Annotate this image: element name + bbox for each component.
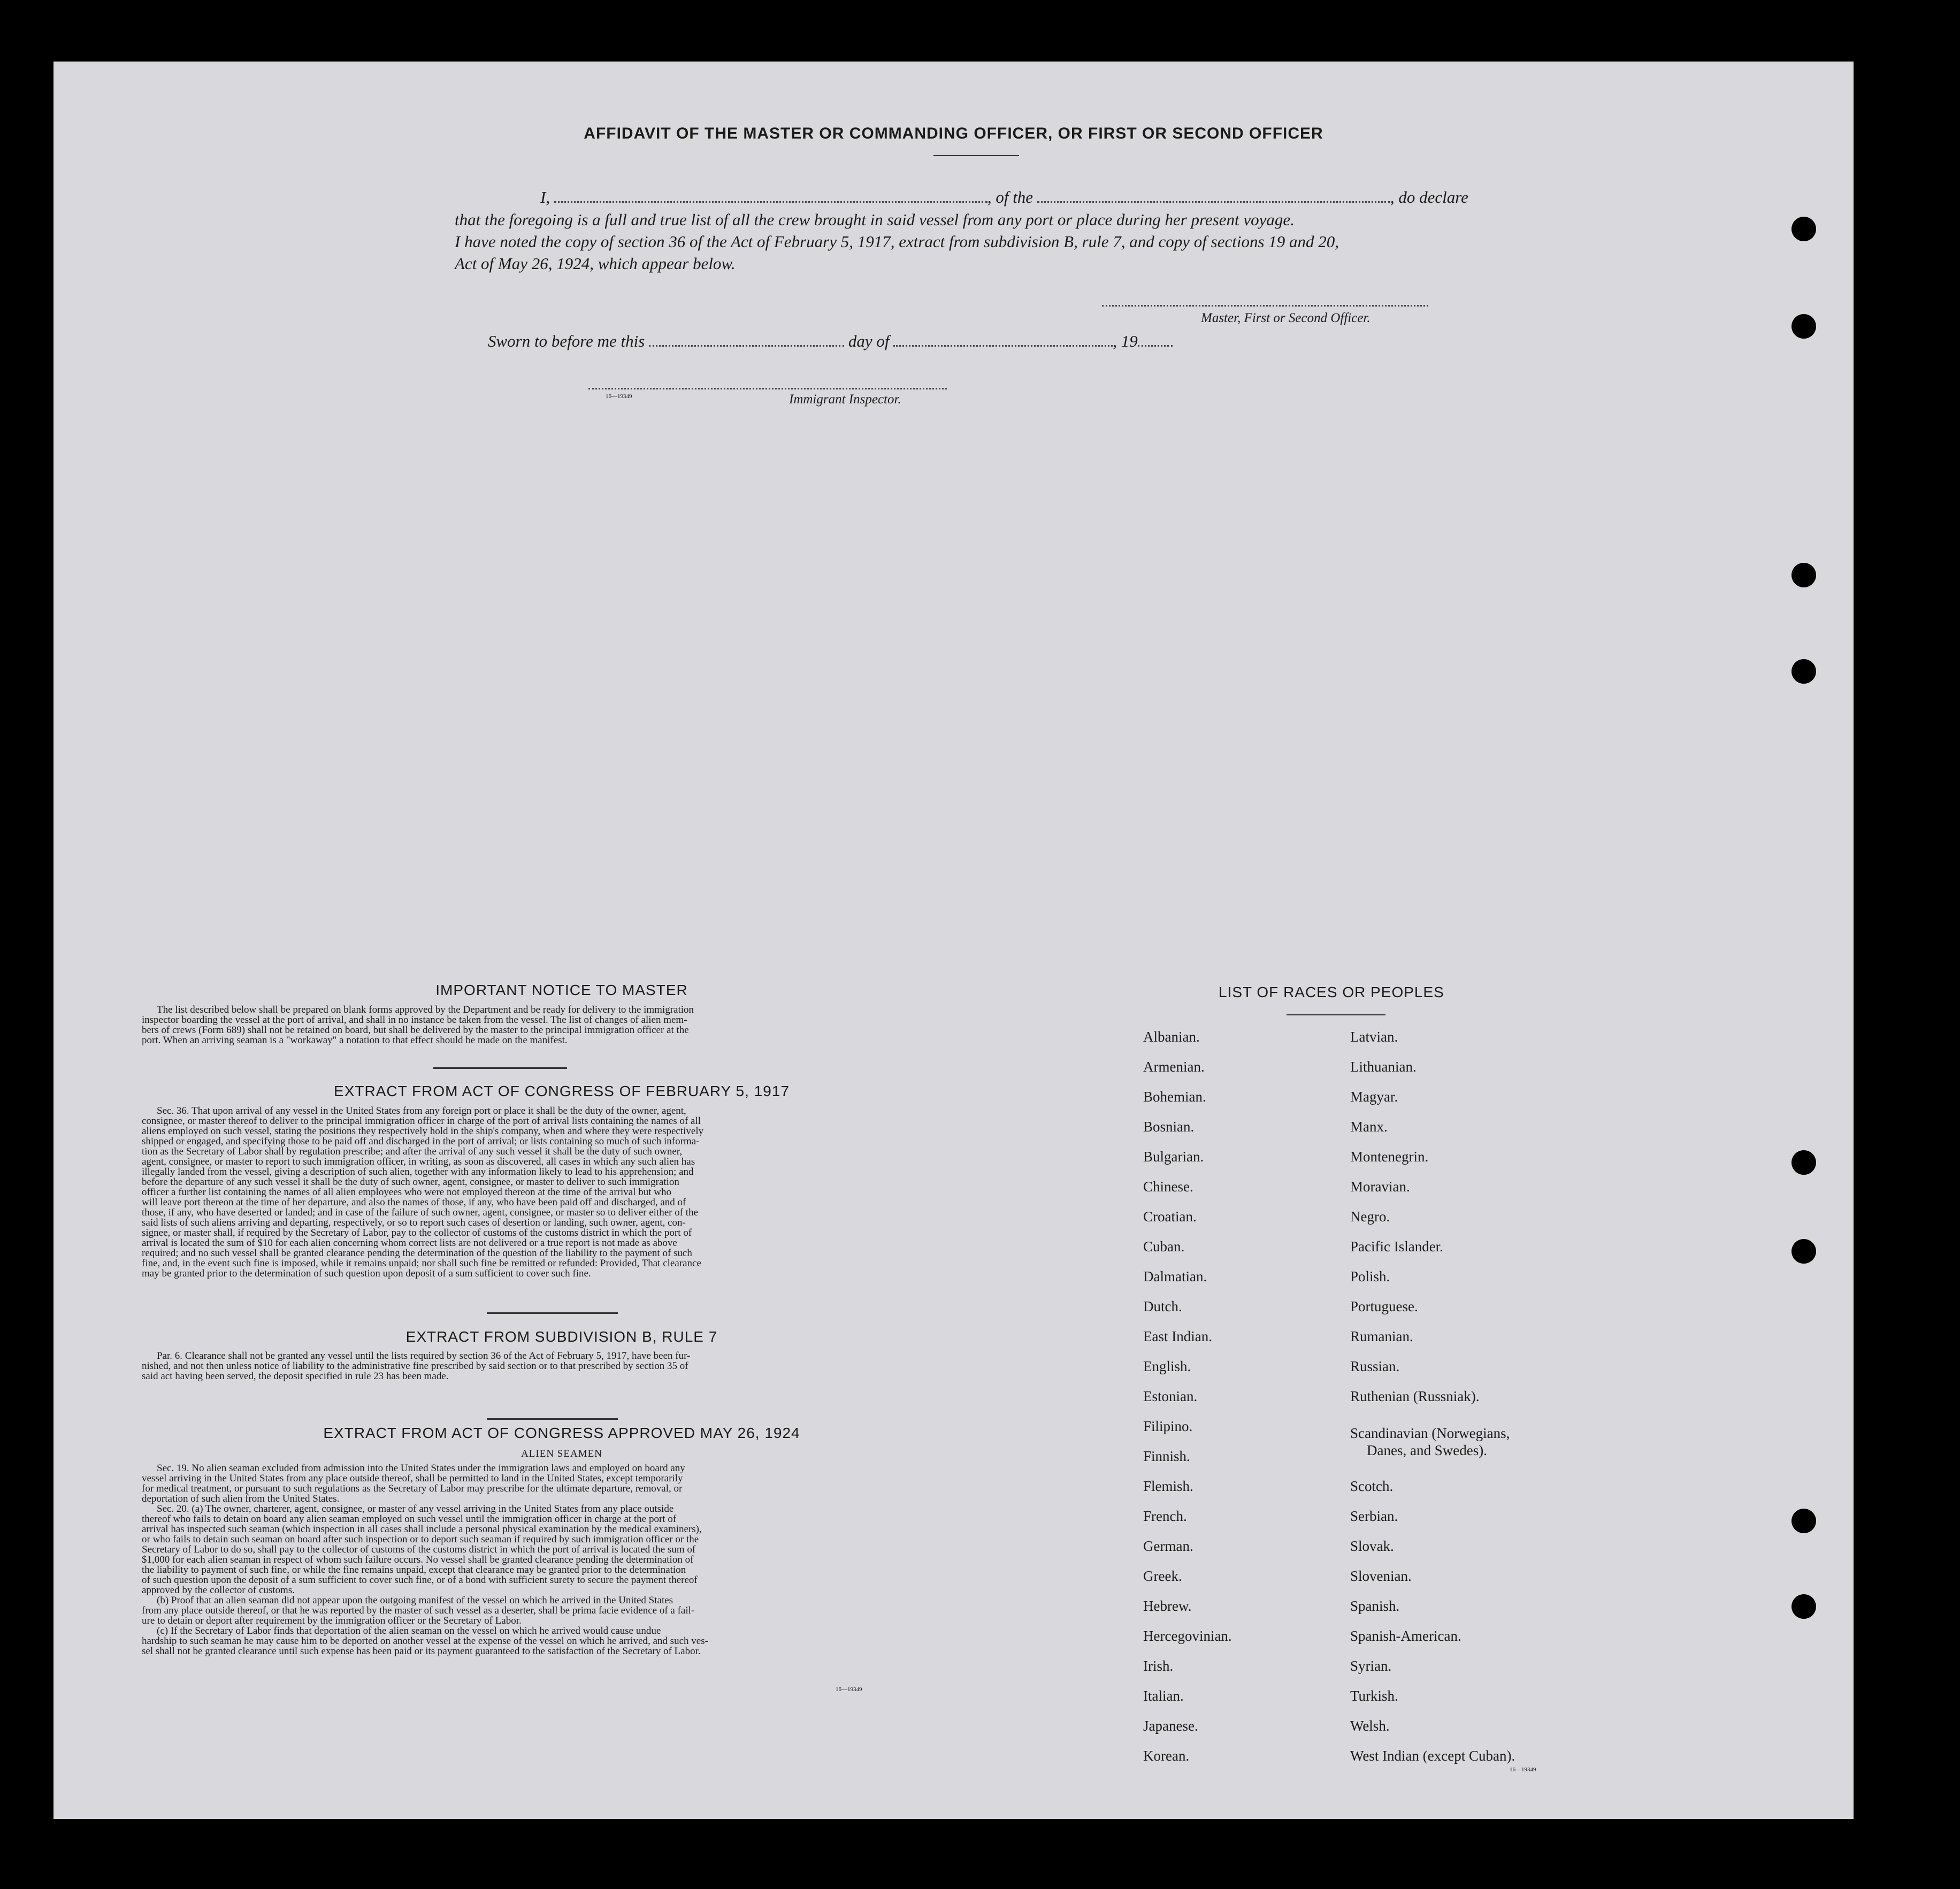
notice-body: [142, 1005, 944, 1045]
law-line: the liability to payment of such fine, or while the fine remains unpaid, except that clearance may be granted prior to the determination: [142, 1564, 686, 1576]
race-right-item: Scandinavian (Norwegians,: [1350, 1425, 1510, 1441]
law-line: Par. 6. Clearance shall not be granted any vessel until the lists required by section 36 of the Act of February 5, 1917, have been fur-: [157, 1350, 691, 1362]
punch-hole: [1791, 1594, 1816, 1619]
race-left-item: Filipino.: [1143, 1418, 1193, 1434]
inspector-signature-line[interactable]: [588, 388, 947, 389]
extract-1917-body: [142, 1106, 944, 1279]
law-line: thereof who fails to detain on board any alien seaman employed on such vessel until the immigration officer in charge at the port of: [142, 1513, 677, 1525]
sworn-day-blank[interactable]: [649, 345, 844, 347]
affidavit-form-number: 16—19349: [606, 393, 632, 400]
race-right-item: West Indian (except Cuban).: [1350, 1748, 1515, 1764]
year-label: , 19: [1113, 332, 1138, 350]
race-left-item: Croatian.: [1143, 1209, 1197, 1225]
race-right-item: Welsh.: [1350, 1718, 1390, 1734]
race-left-item: Italian.: [1143, 1688, 1184, 1704]
races-title: LIST OF RACES OR PEOPLES: [1219, 984, 1444, 1000]
affidavit-line-3: I have noted the copy of section 36 of the Act of February 5, 1917, extract from subdivision B, rule 7, and copy of sections 19 and 20,: [455, 232, 1339, 251]
race-left-item: Greek.: [1143, 1568, 1182, 1584]
law-line: shipped or engaged, and specifying those to be paid off and discharged in the port of arrival; or lists containing so much of such informa-: [142, 1136, 700, 1147]
law-line: said act having been served, the deposit specified in rule 23 has been made.: [142, 1371, 449, 1382]
of-the-label: , of the: [987, 188, 1033, 207]
rule-7-body: [142, 1351, 944, 1381]
race-right-item: Rumanian.: [1350, 1328, 1413, 1344]
race-right-item: Magyar.: [1350, 1089, 1398, 1105]
affidavit-line-2: that the foregoing is a full and true list of all the crew brought in said vessel from any port or place during her present voyage.: [455, 210, 1295, 229]
law-line: Sec. 20. (a) The owner, charterer, agent, consignee, or master of any vessel arriving in the United States from any place outside: [157, 1503, 674, 1515]
punch-hole: [1791, 314, 1816, 339]
extract-1917-title: EXTRACT FROM ACT OF CONGRESS OF FEBRUARY 5, 1917: [334, 1083, 790, 1099]
law-line: those, if any, who have deserted or landed; and in case of the failure of such owner, agent, consignee, or master so to deliver either of the: [142, 1207, 698, 1218]
law-line: (b) Proof that an alien seaman did not appear upon the outgoing manifest of the vessel on which he arrived in the United States: [157, 1595, 673, 1606]
race-right-item: Ruthenian (Russniak).: [1350, 1388, 1480, 1404]
law-line: or who fails to detain such seaman on board after such inspection or to deport such seaman if required by such immigration officer or the: [142, 1534, 699, 1545]
race-left-item: Bosnian.: [1143, 1119, 1195, 1135]
law-line: before the departure of any such vessel it shall be the duty of such owner, agent, consignee, or master to deliver to such immigration: [142, 1176, 679, 1188]
law-line: vessel arriving in the United States from any place outside thereof, shall be permitted to land in the United States, except temporarily: [142, 1473, 683, 1484]
name-blank[interactable]: [554, 201, 987, 203]
races-form-number: 16—19349: [1510, 1766, 1536, 1773]
title-divider: [933, 155, 1019, 156]
race-left-item: Albanian.: [1143, 1029, 1200, 1045]
affidavit-title: AFFIDAVIT OF THE MASTER OR COMMANDING OFFICER, OR FIRST OR SECOND OFFICER: [584, 125, 1323, 142]
race-left-item: Finnish.: [1143, 1448, 1190, 1464]
vessel-blank[interactable]: [1037, 201, 1390, 203]
race-right-item-continued: Danes, and Swedes).: [1367, 1442, 1487, 1458]
race-left-item: Dalmatian.: [1143, 1268, 1207, 1284]
law-line: Sec. 36. That upon arrival of any vessel in the United States from any foreign port or place it shall be the duty of the owner, agent,: [157, 1105, 686, 1116]
affidavit-line-4: Act of May 26, 1924, which appear below.: [455, 254, 736, 273]
race-right-item: Slovak.: [1350, 1538, 1394, 1554]
year-blank[interactable]: [1138, 345, 1173, 347]
race-right-item: Pacific Islander.: [1350, 1238, 1443, 1255]
race-right-item: Spanish.: [1350, 1598, 1400, 1614]
law-line: (c) If the Secretary of Labor finds that deportation of the alien seaman on the vessel on which he arrived would cause undue: [157, 1625, 661, 1636]
punch-hole: [1791, 1150, 1816, 1175]
notice-title: IMPORTANT NOTICE TO MASTER: [435, 982, 688, 998]
extract-form-number: 16—19349: [836, 1686, 862, 1693]
race-right-item: Scotch.: [1350, 1478, 1394, 1494]
law-line: Sec. 19. No alien seaman excluded from admission into the United States under the immigration laws and employed on board any: [157, 1463, 685, 1474]
law-line: aliens employed on such vessel, stating the positions they respectively hold in the ship's company, when and where they were respectively: [142, 1126, 704, 1137]
law-line: illegally landed from the vessel, giving a description of such alien, together with any information likely to lead to his apprehension; and: [142, 1166, 694, 1177]
punch-hole: [1791, 659, 1816, 684]
law-line: required; and no such vessel shall be granted clearance pending the determination of the question of the liability to the payment of such: [142, 1248, 692, 1259]
inspector-label: Immigrant Inspector.: [789, 392, 901, 407]
race-left-item: Dutch.: [1143, 1298, 1182, 1314]
law-line: consignee, or master thereof to deliver to the principal immigration officer in charge of the port of arrival lists containing the names of all: [142, 1115, 701, 1127]
law-line: ure to detain or deport after requirement by the immigration officer or the Secretary of Labor.: [142, 1615, 522, 1626]
race-left-item: Bohemian.: [1143, 1089, 1206, 1105]
document-page: [53, 62, 1854, 1819]
law-line: will leave port thereon at the time of her departure, and also the names of those, if any, who have been paid off and discharged, and of: [142, 1197, 686, 1208]
law-line: deportation of such alien from the United States.: [142, 1493, 340, 1504]
section-divider: [487, 1312, 618, 1314]
race-right-item: Spanish-American.: [1350, 1628, 1461, 1644]
race-left-item: Japanese.: [1143, 1718, 1198, 1734]
section-divider: [433, 1067, 567, 1069]
race-right-item: Portuguese.: [1350, 1298, 1418, 1314]
notice-line: port. When an arriving seaman is a "workaway" a notation to that effect should be made on the manifest.: [142, 1035, 568, 1046]
sworn-line: [488, 332, 1173, 351]
race-left-item: German.: [1143, 1538, 1193, 1554]
law-line: Secretary of Labor to do so, shall pay to the collector of customs of the customs district in which the port of arrival is located the sum of: [142, 1544, 696, 1555]
law-line: from any place outside thereof, or that he was reported by the master of such vessel as a deserter, shall be prima facie evidence of a fail-: [142, 1605, 695, 1616]
section-divider: [487, 1418, 618, 1420]
race-right-item: Moravian.: [1350, 1179, 1410, 1195]
law-line: for medical treatment, or pursuant to such regulations as the Secretary of Labor may prescribe for the ultimate departure, removal, or: [142, 1483, 683, 1494]
race-left-item: French.: [1143, 1508, 1187, 1524]
day-of-label: day of: [848, 332, 890, 350]
extract-1924-title: EXTRACT FROM ACT OF CONGRESS APPROVED MAY 26, 1924: [323, 1425, 800, 1441]
law-line: arrival has inspected such seaman (which inspection in all cases shall include a personal physical examination by the medical examiners),: [142, 1524, 702, 1535]
race-right-item: Serbian.: [1350, 1508, 1398, 1524]
do-declare-label: , do declare: [1390, 188, 1468, 207]
race-right-item: Turkish.: [1350, 1688, 1398, 1704]
law-line: of such question upon the deposit of a sum sufficient to cover such fine, or of a bond with sufficient surety to secure the payment thereof: [142, 1574, 698, 1586]
punch-hole: [1791, 217, 1816, 241]
law-line: approved by the collector of customs.: [142, 1585, 295, 1596]
law-line: officer a further list containing the names of all alien employees who were not employed thereon at the time of the arrival but who: [142, 1187, 671, 1198]
race-right-item: Negro.: [1350, 1209, 1390, 1225]
master-signature-label: Master, First or Second Officer.: [1201, 311, 1371, 325]
race-left-item: Bulgarian.: [1143, 1149, 1204, 1165]
race-left-item: Korean.: [1143, 1748, 1190, 1764]
race-left-item: English.: [1143, 1358, 1191, 1374]
law-line: said lists of such aliens arriving and departing, respectively, or so to report such cases of desertion or landing, such owner, agent, con-: [142, 1217, 686, 1228]
race-left-item: Estonian.: [1143, 1388, 1198, 1404]
law-line: hardship to such seaman he may cause him to be deported on another vessel at the expense of the vessel on which he arrived, and such ves-: [142, 1635, 708, 1647]
law-line: tion as the Secretary of Labor shall by regulation prescribe; and after the arrival of any such vessel it shall be the duty of such owner,: [142, 1146, 683, 1157]
race-left-item: Cuban.: [1143, 1238, 1185, 1255]
notice-line: inspector boarding the vessel at the port of arrival, and shall in no instance be taken from the vessel. The list of changes of alien mem-: [142, 1014, 687, 1026]
races-divider: [1287, 1014, 1385, 1015]
race-right-item: Syrian.: [1350, 1658, 1392, 1674]
master-signature-line[interactable]: [1102, 305, 1428, 307]
law-line: $1,000 for each alien seaman in respect of whom such failure occurs. No vessel shall be granted clearance pending the determination of: [142, 1554, 694, 1565]
affidavit-line-1: [489, 188, 1468, 207]
notice-line: The list described below shall be prepared on blank forms approved by the Department and be ready for delivery to the immigration: [157, 1004, 694, 1015]
race-left-item: Chinese.: [1143, 1179, 1193, 1195]
rule-7-title: EXTRACT FROM SUBDIVISION B, RULE 7: [405, 1328, 718, 1345]
sworn-label: Sworn to before me this: [488, 332, 645, 350]
race-right-item: Slovenian.: [1350, 1568, 1412, 1584]
race-left-item: Irish.: [1143, 1658, 1174, 1674]
law-line: fine, and, in the event such fine is imposed, while it remains unpaid; nor shall such fine be remitted or refunded: Provided, That clearance: [142, 1258, 701, 1269]
notice-line: bers of crews (Form 689) shall not be retained on board, but shall be delivered by the master to the principal immigration officer at the: [142, 1024, 689, 1036]
punch-hole: [1791, 1239, 1816, 1264]
race-right-item: Montenegrin.: [1350, 1149, 1429, 1165]
race-right-item: Latvian.: [1350, 1029, 1398, 1045]
race-left-item: Flemish.: [1143, 1478, 1193, 1494]
law-line: agent, consignee, or master to report to such immigration officer, in writing, as soon as discovered, all cases in which any such alien has: [142, 1156, 695, 1167]
race-left-item: Hercegovinian.: [1143, 1628, 1232, 1644]
race-left-item: Hebrew.: [1143, 1598, 1192, 1614]
race-left-item: Armenian.: [1143, 1059, 1205, 1075]
punch-hole: [1791, 1509, 1816, 1533]
race-right-item: Manx.: [1350, 1119, 1388, 1135]
law-line: sel shall not be granted clearance until such expense has been paid or its payment guaranteed to the satisfaction of the Secretary of Labor.: [142, 1646, 701, 1657]
sworn-month-blank[interactable]: [893, 345, 1113, 347]
race-right-item: Russian.: [1350, 1358, 1400, 1374]
race-right-item: Polish.: [1350, 1268, 1390, 1284]
alien-seamen-subtitle: ALIEN SEAMEN: [521, 1448, 602, 1459]
race-right-item: Lithuanian.: [1350, 1059, 1417, 1075]
i-label: I,: [540, 188, 550, 207]
law-line: nished, and not then unless notice of liability to the administrative fine prescribed by said section or to that prescribed by section 35 of: [142, 1360, 688, 1372]
law-line: signee, or master shall, if required by the Secretary of Labor, pay to the collector of customs of the customs district in which the port of: [142, 1227, 692, 1238]
extract-1924-body: [142, 1463, 944, 1656]
law-line: arrival is located the sum of $10 for each alien concerning whom correct lists are not delivered or a true report is not made as above: [142, 1237, 677, 1249]
law-line: may be granted prior to the determination of such question upon deposit of a sum sufficient to cover such fine.: [142, 1268, 591, 1279]
race-left-item: East Indian.: [1143, 1328, 1212, 1344]
punch-hole: [1791, 563, 1816, 587]
